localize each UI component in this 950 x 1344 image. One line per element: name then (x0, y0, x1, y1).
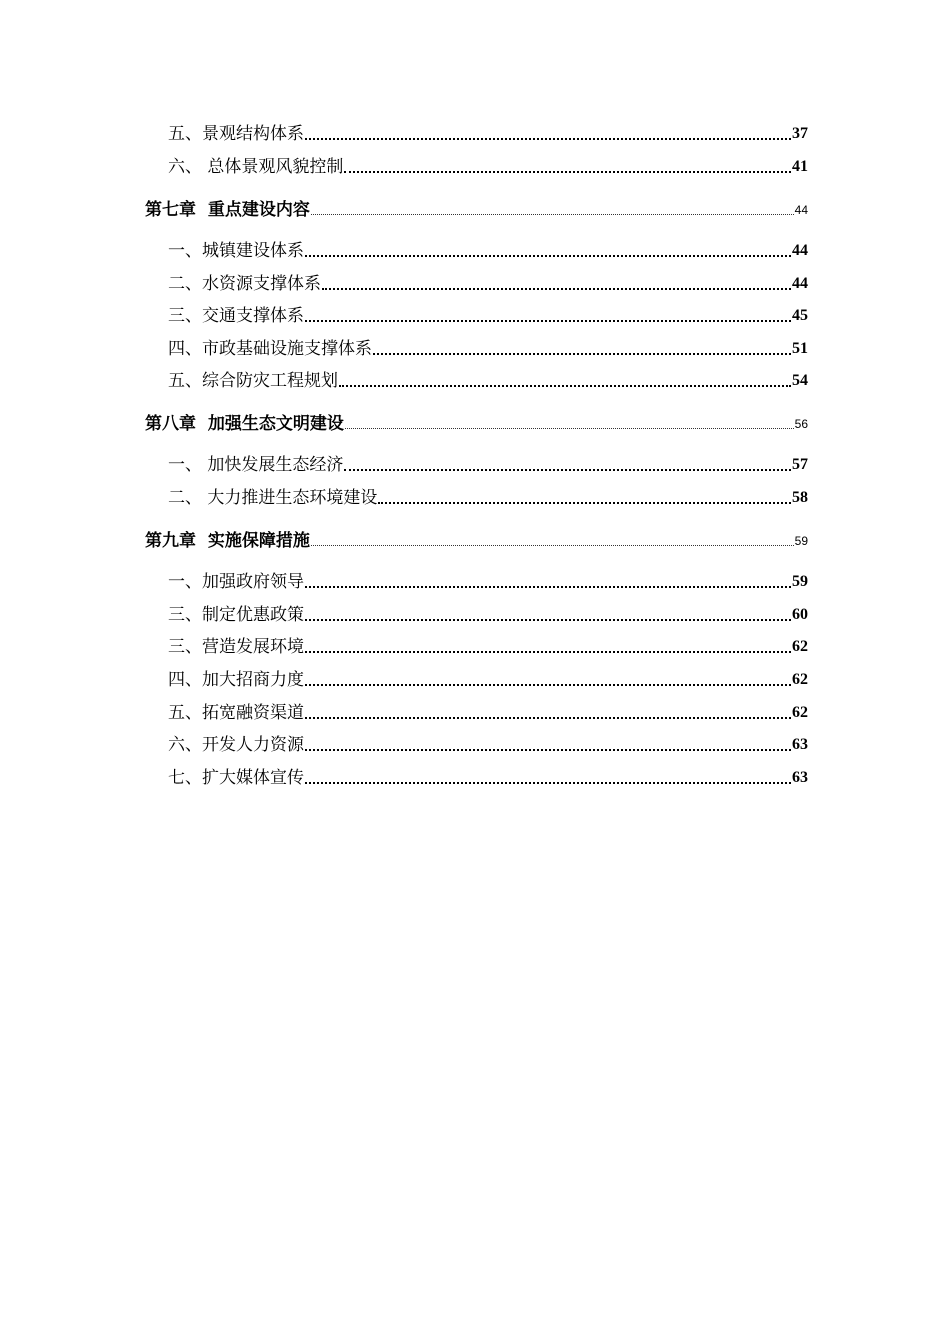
toc-page-number: 62 (792, 638, 808, 655)
toc-section-entry[interactable] (168, 337, 808, 361)
toc-entry-title: 一、加强政府领导 (168, 572, 304, 592)
dot-leader (305, 749, 791, 751)
toc-entry-title: 五、拓宽融资渠道 (168, 703, 304, 723)
dot-leader (311, 545, 794, 546)
toc-entry-title: 三、营造发展环境 (168, 637, 304, 657)
toc-page-number: 58 (792, 489, 808, 506)
toc-entry-title: 三、制定优惠政策 (168, 605, 304, 625)
toc-chapter-entry[interactable] (145, 412, 808, 436)
dot-leader (305, 684, 791, 686)
toc-entry-title: 四、市政基础设施支撑体系 (168, 339, 372, 359)
toc-section-entry[interactable] (168, 239, 808, 263)
toc-section-entry[interactable] (168, 122, 808, 146)
toc-entry-title: 第九章 实施保障措施 (145, 531, 310, 551)
dot-leader (344, 171, 791, 173)
dot-leader (322, 288, 791, 290)
dot-leader (305, 619, 791, 621)
toc-entry-title: 第七章 重点建设内容 (145, 200, 310, 220)
toc-page-number: 54 (792, 372, 808, 389)
toc-page-number: 59 (794, 534, 808, 548)
toc-page-number: 62 (792, 671, 808, 688)
dot-leader (305, 717, 791, 719)
dot-leader (305, 320, 791, 322)
toc-page-number: 51 (792, 340, 808, 357)
toc-section-entry[interactable] (168, 603, 808, 627)
toc-section-entry[interactable] (168, 155, 808, 179)
toc-chapter-entry[interactable] (145, 198, 808, 222)
toc-entry-title: 第八章 加强生态文明建设 (145, 414, 344, 434)
toc-section-entry[interactable] (168, 766, 808, 790)
dot-leader (305, 255, 791, 257)
dot-leader (339, 385, 791, 387)
toc-entry-title: 六、 总体景观风貌控制 (168, 157, 344, 177)
toc-page-number: 37 (792, 125, 808, 142)
dot-leader (378, 502, 791, 504)
toc-entry-title: 一、城镇建设体系 (168, 241, 304, 261)
toc-entry-title: 五、综合防灾工程规划 (168, 371, 338, 391)
toc-page-number: 62 (792, 704, 808, 721)
toc-entry-title: 一、 加快发展生态经济 (168, 455, 344, 475)
toc-page-number: 44 (792, 275, 808, 292)
toc-section-entry[interactable] (168, 486, 808, 510)
toc-entry-title: 五、景观结构体系 (168, 124, 304, 144)
toc-section-entry[interactable] (168, 635, 808, 659)
toc-section-entry[interactable] (168, 668, 808, 692)
toc-section-entry[interactable] (168, 369, 808, 393)
toc-section-entry[interactable] (168, 304, 808, 328)
toc-page-number: 63 (792, 736, 808, 753)
toc-entry-title: 二、水资源支撑体系 (168, 274, 321, 294)
toc-entry-title: 六、开发人力资源 (168, 735, 304, 755)
toc-page-number: 63 (792, 769, 808, 786)
toc-section-entry[interactable] (168, 570, 808, 594)
toc-page-number: 44 (792, 242, 808, 259)
dot-leader (345, 428, 794, 429)
toc-page-number: 57 (792, 456, 808, 473)
toc-page-number: 59 (792, 573, 808, 590)
toc-section-entry[interactable] (168, 272, 808, 296)
toc-section-entry[interactable] (168, 701, 808, 725)
toc-page-number: 60 (792, 606, 808, 623)
dot-leader (305, 586, 791, 588)
dot-leader (305, 651, 791, 653)
toc-entry-title: 七、扩大媒体宣传 (168, 768, 304, 788)
dot-leader (305, 782, 791, 784)
dot-leader (373, 353, 791, 355)
dot-leader (305, 138, 791, 140)
dot-leader (344, 469, 791, 471)
toc-page-number: 45 (792, 307, 808, 324)
toc-section-entry[interactable] (168, 453, 808, 477)
dot-leader (311, 214, 794, 215)
toc-entry-title: 二、 大力推进生态环境建设 (168, 488, 378, 508)
toc-entry-title: 三、交通支撑体系 (168, 306, 304, 326)
toc-page-number: 41 (792, 158, 808, 175)
toc-chapter-entry[interactable] (145, 529, 808, 553)
toc-section-entry[interactable] (168, 733, 808, 757)
toc-page-number: 44 (794, 203, 808, 217)
toc-entry-title: 四、加大招商力度 (168, 670, 304, 690)
toc-page-number: 56 (794, 417, 808, 431)
